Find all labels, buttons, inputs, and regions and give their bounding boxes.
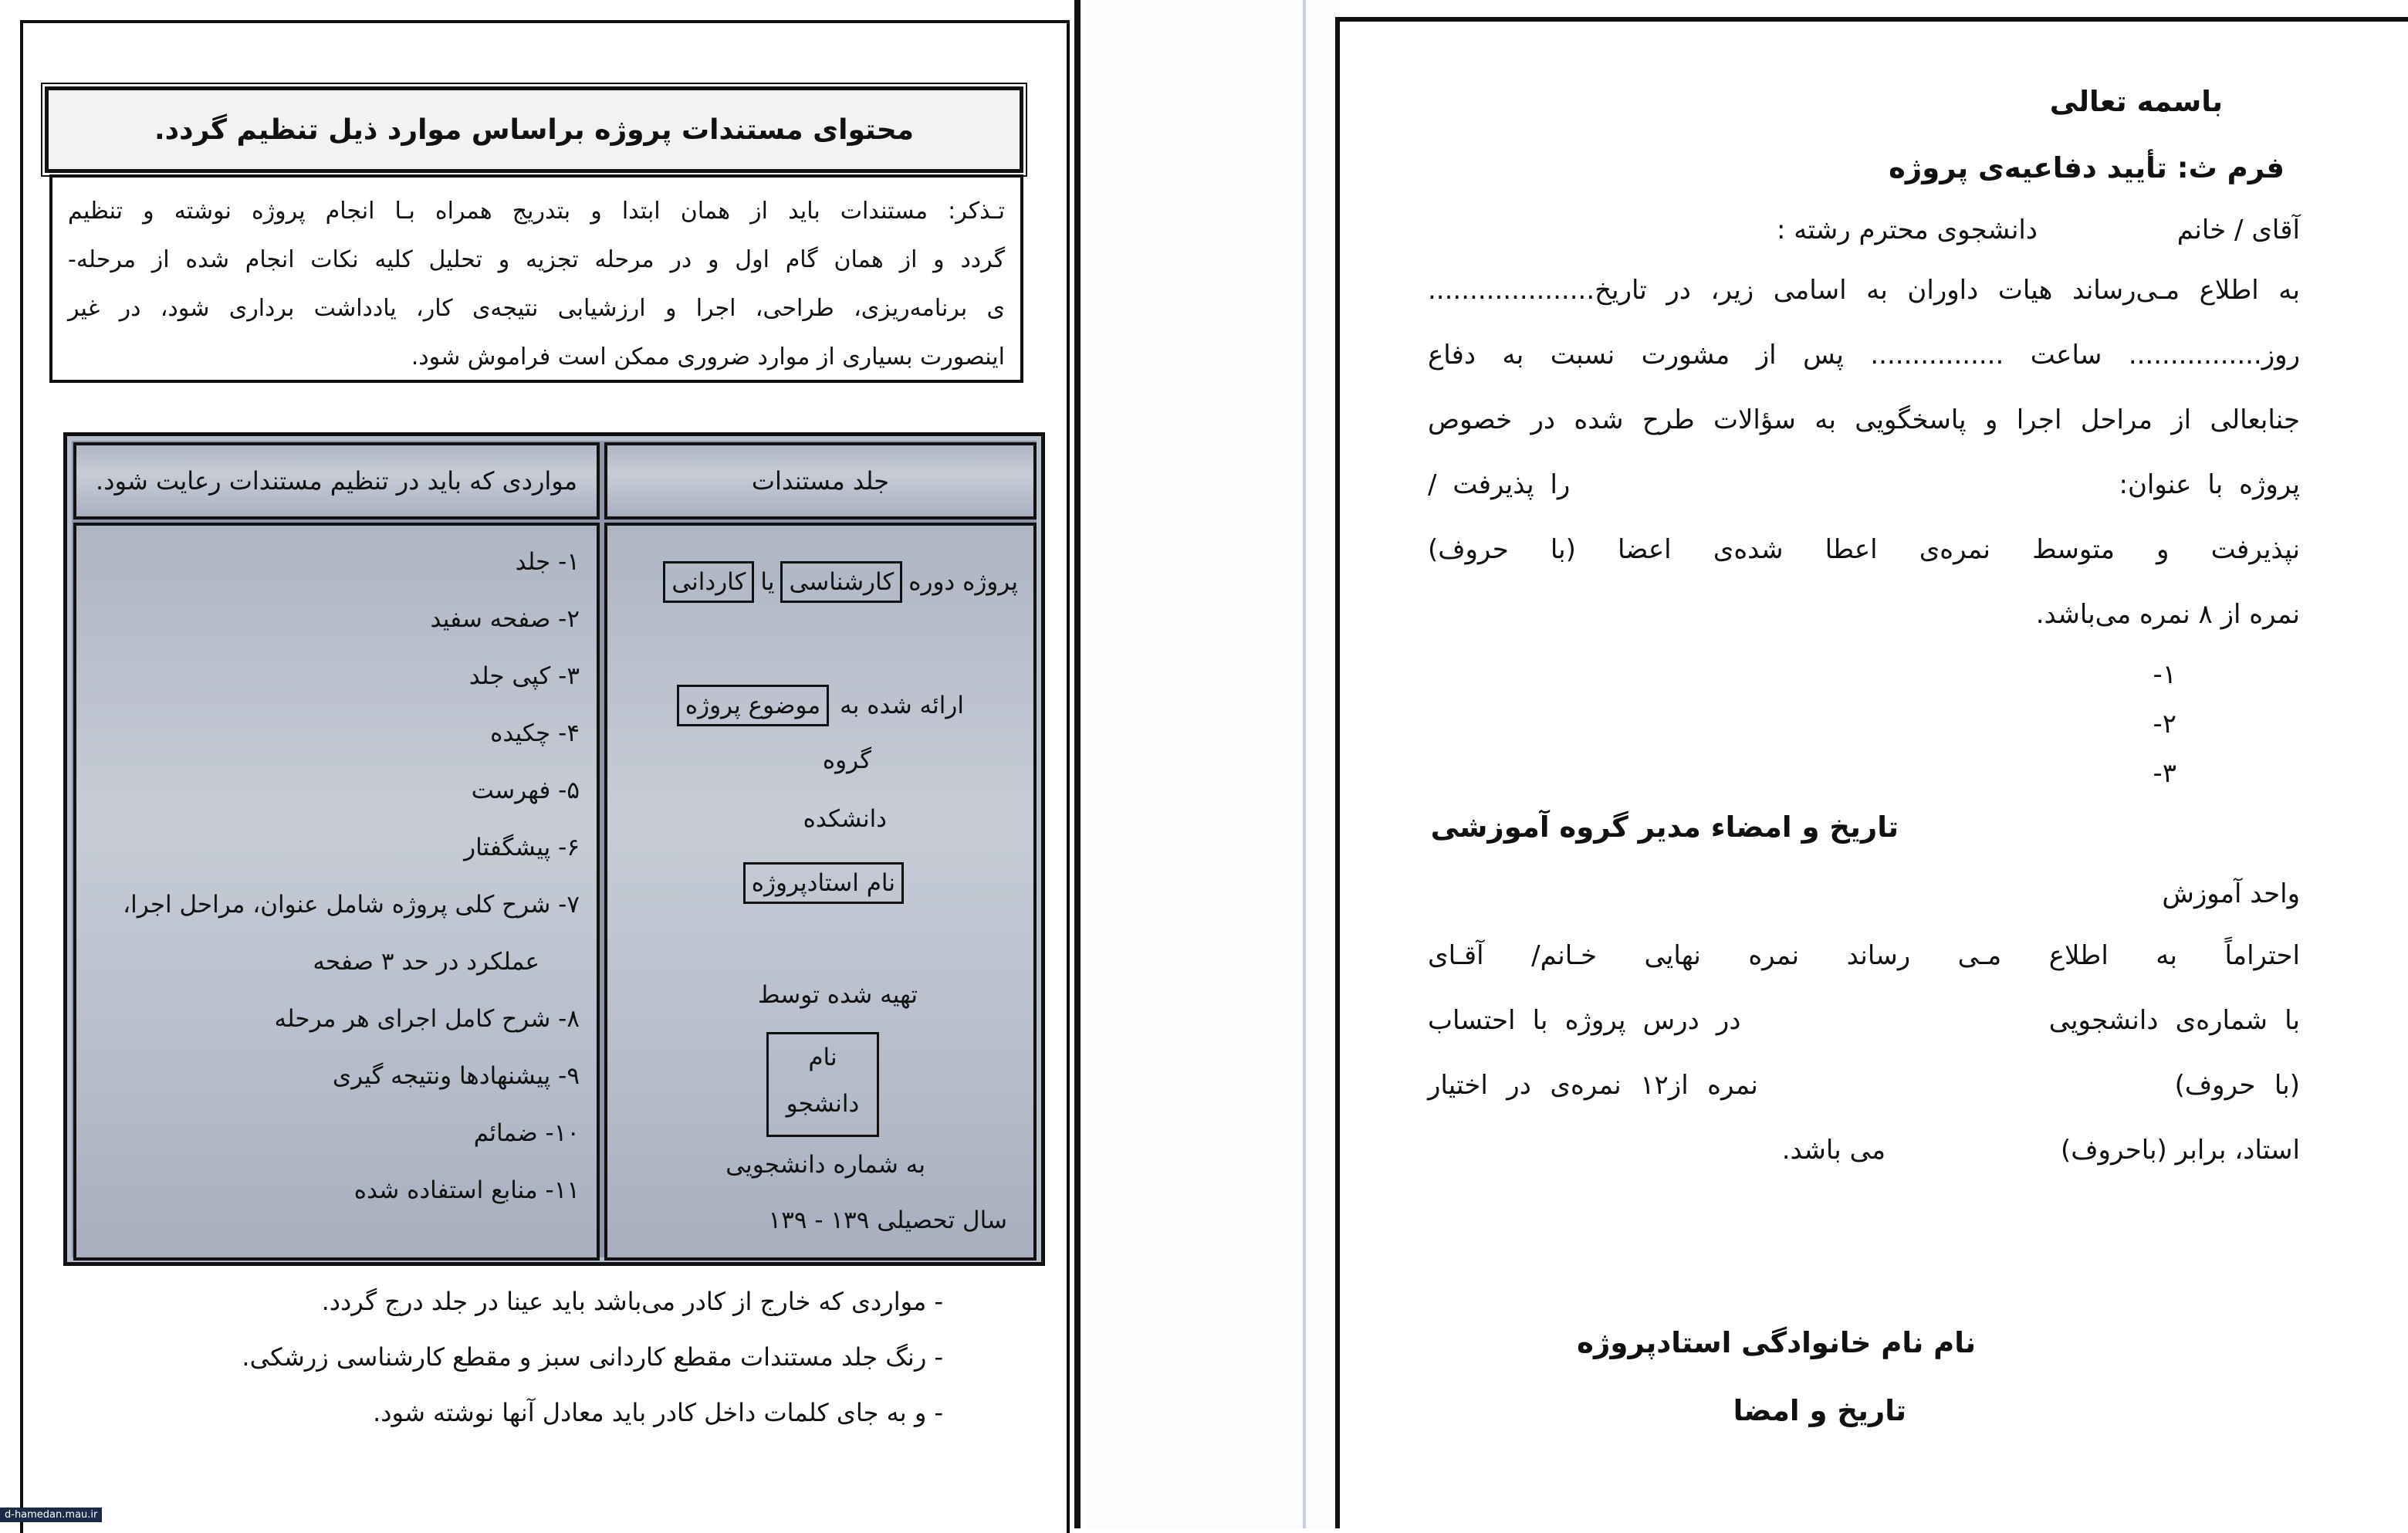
project-term-row — [663, 561, 1018, 603]
list-item: ۸- شرح کامل اجرای هر مرحله — [274, 1005, 580, 1033]
para2-line: استاد، برابر (باحروف) می باشد. — [1781, 1135, 2300, 1166]
cover-column — [604, 523, 1037, 1261]
list-item: ۱- جلد — [515, 548, 580, 576]
signature-head: تاریخ و امضاء مدیر گروه آموزشی — [1430, 810, 1899, 844]
student-number: به شماره دانشجویی — [725, 1151, 925, 1179]
referee-3: ۳- — [2153, 758, 2176, 789]
left-page — [0, 0, 1081, 1528]
name-label: نام — [808, 1044, 837, 1071]
header-items-label: مواردی که باید در تنظیم مستندات رعایت شود. — [96, 466, 577, 496]
list-item: ۱۰- ضمائم — [473, 1119, 580, 1147]
documentation-title: محتوای مستندات پروژه براساس موارد ذیل تنظیم گردد. — [45, 86, 1023, 173]
student-label: دانشجو — [786, 1090, 860, 1118]
list-item: ۷- شرح کلی پروژه شامل عنوان، مراحل اجرا، — [123, 891, 580, 919]
para-line: روز................ ساعت ................ پس از مشورت نسبت به دفاع — [1428, 340, 2300, 371]
list-item: ۹- پیشنهادها ونتیجه گیری — [332, 1062, 580, 1090]
footer-notes — [242, 1274, 943, 1440]
education-unit: واحد آموزش — [2162, 878, 2300, 909]
para-line: به اطلاع مـی‌رساند هیات داوران به اسامی زیر، در تاریخ.................... — [1428, 275, 2300, 306]
referee-1: ۱- — [2153, 659, 2176, 690]
or-text: یا — [760, 568, 775, 597]
topic-row — [677, 685, 964, 726]
form-heading: باسمه تعالی — [2049, 85, 2223, 118]
right-page — [1335, 17, 2408, 1528]
list-item: عملکرد در حد ۳ صفحه — [313, 948, 539, 976]
para2-line: (با حروف) نمره از۱۲ نمره‌ی در اختیار — [1428, 1070, 2301, 1101]
note-line: گردد و از همان گام اول و در مرحله تجزیه و تحلیل کلیه نکات انجام شده از مرحله- — [68, 246, 1005, 273]
date-sign: تاریخ و امضا — [1733, 1394, 1906, 1427]
list-item: ۳- کپی جلد — [468, 662, 580, 690]
note-line: ی برنامه‌ریزی، طراحی، اجرا و ارزشیابی نتیجه‌ی کار، یادداشت برداری شود، در غیر — [68, 295, 1005, 322]
note-line: تـذکر: مستندات باید از همان ابتدا و بتدریج همراه بـا انجام پروژه نوشته و تنظیم — [68, 198, 1005, 225]
gutter-divider — [1303, 0, 1306, 1528]
para-line: نپذیرفت و متوسط نمره‌ی اعطا شده‌ی اعضا (با حروف) — [1428, 534, 2300, 565]
student-field-label: دانشجوی محترم رشته : — [1776, 215, 2038, 245]
para-line: نمره از ۸ نمره می‌باشد. — [2035, 599, 2300, 630]
header-items — [73, 442, 600, 519]
list-item: ۵- فهرست — [471, 777, 580, 804]
para-line: جنابعالی از مراحل اجرا و پاسخگویی به سؤالات طرح شده در خصوص — [1428, 404, 2300, 435]
associate-box: کاردانی — [663, 561, 754, 603]
academic-year: سال تحصیلی ۱۳۹ - ۱۳۹ — [768, 1206, 1007, 1234]
student-name-box — [766, 1032, 879, 1137]
form-title: فرم ث: تأیید دفاعیه‌ی پروژه — [1889, 151, 2285, 184]
list-item: ۲- صفحه سفید — [430, 605, 580, 633]
supervisor-box: نام استادپروژه — [743, 862, 904, 904]
topic-box: موضوع پروژه — [677, 685, 829, 726]
list-item: ۶- پیشگفتار — [464, 834, 580, 861]
bachelor-box: کارشناسی — [780, 561, 902, 603]
supervisor-name: نام نام خانوادگی استادپروژه — [1577, 1326, 1976, 1359]
footer-note: - رنگ جلد مستندات مقطع کاردانی سبز و مقطع کارشناسی زرشکی. — [242, 1342, 943, 1372]
note-box — [49, 174, 1023, 383]
presented-to: ارائه شده به — [840, 692, 964, 720]
watermark: d-hamedan.mau.ir — [0, 1508, 102, 1522]
para2-line: احتراماً به اطلاع مـی رساند نمره نهایی خـانم/ آقـای — [1428, 940, 2300, 971]
header-cover — [604, 442, 1037, 519]
para2-line: با شماره‌ی دانشجویی در درس پروژه با احتساب — [1428, 1005, 2300, 1036]
footer-note: - و به جای کلمات داخل کادر باید معادل آنها نوشته شود. — [373, 1398, 943, 1427]
note-line: اینصورت بسیاری از موارد ضروری ممکن است فراموش شود. — [411, 343, 1005, 371]
prepared-by: تهیه شده توسط — [757, 981, 918, 1009]
group-label: گروه — [822, 746, 871, 774]
referee-2: ۲- — [2153, 709, 2176, 739]
list-item: ۱۱- منابع استفاده شده — [353, 1176, 580, 1204]
sir-madam: آقای / خانم — [2176, 215, 2300, 245]
footer-note: - مواردی که خارج از کادر می‌باشد باید عینا در جلد درج گردد. — [321, 1287, 943, 1316]
list-item: ۴- چکیده — [490, 719, 580, 747]
documentation-table — [63, 432, 1045, 1266]
faculty-label: دانشکده — [803, 805, 887, 833]
para-line: پروژه با عنوان: را پذیرفت / — [1428, 469, 2300, 500]
items-column — [73, 523, 600, 1261]
project-term: پروژه دوره — [908, 568, 1018, 597]
header-cover-label: جلد مستندات — [751, 466, 890, 496]
